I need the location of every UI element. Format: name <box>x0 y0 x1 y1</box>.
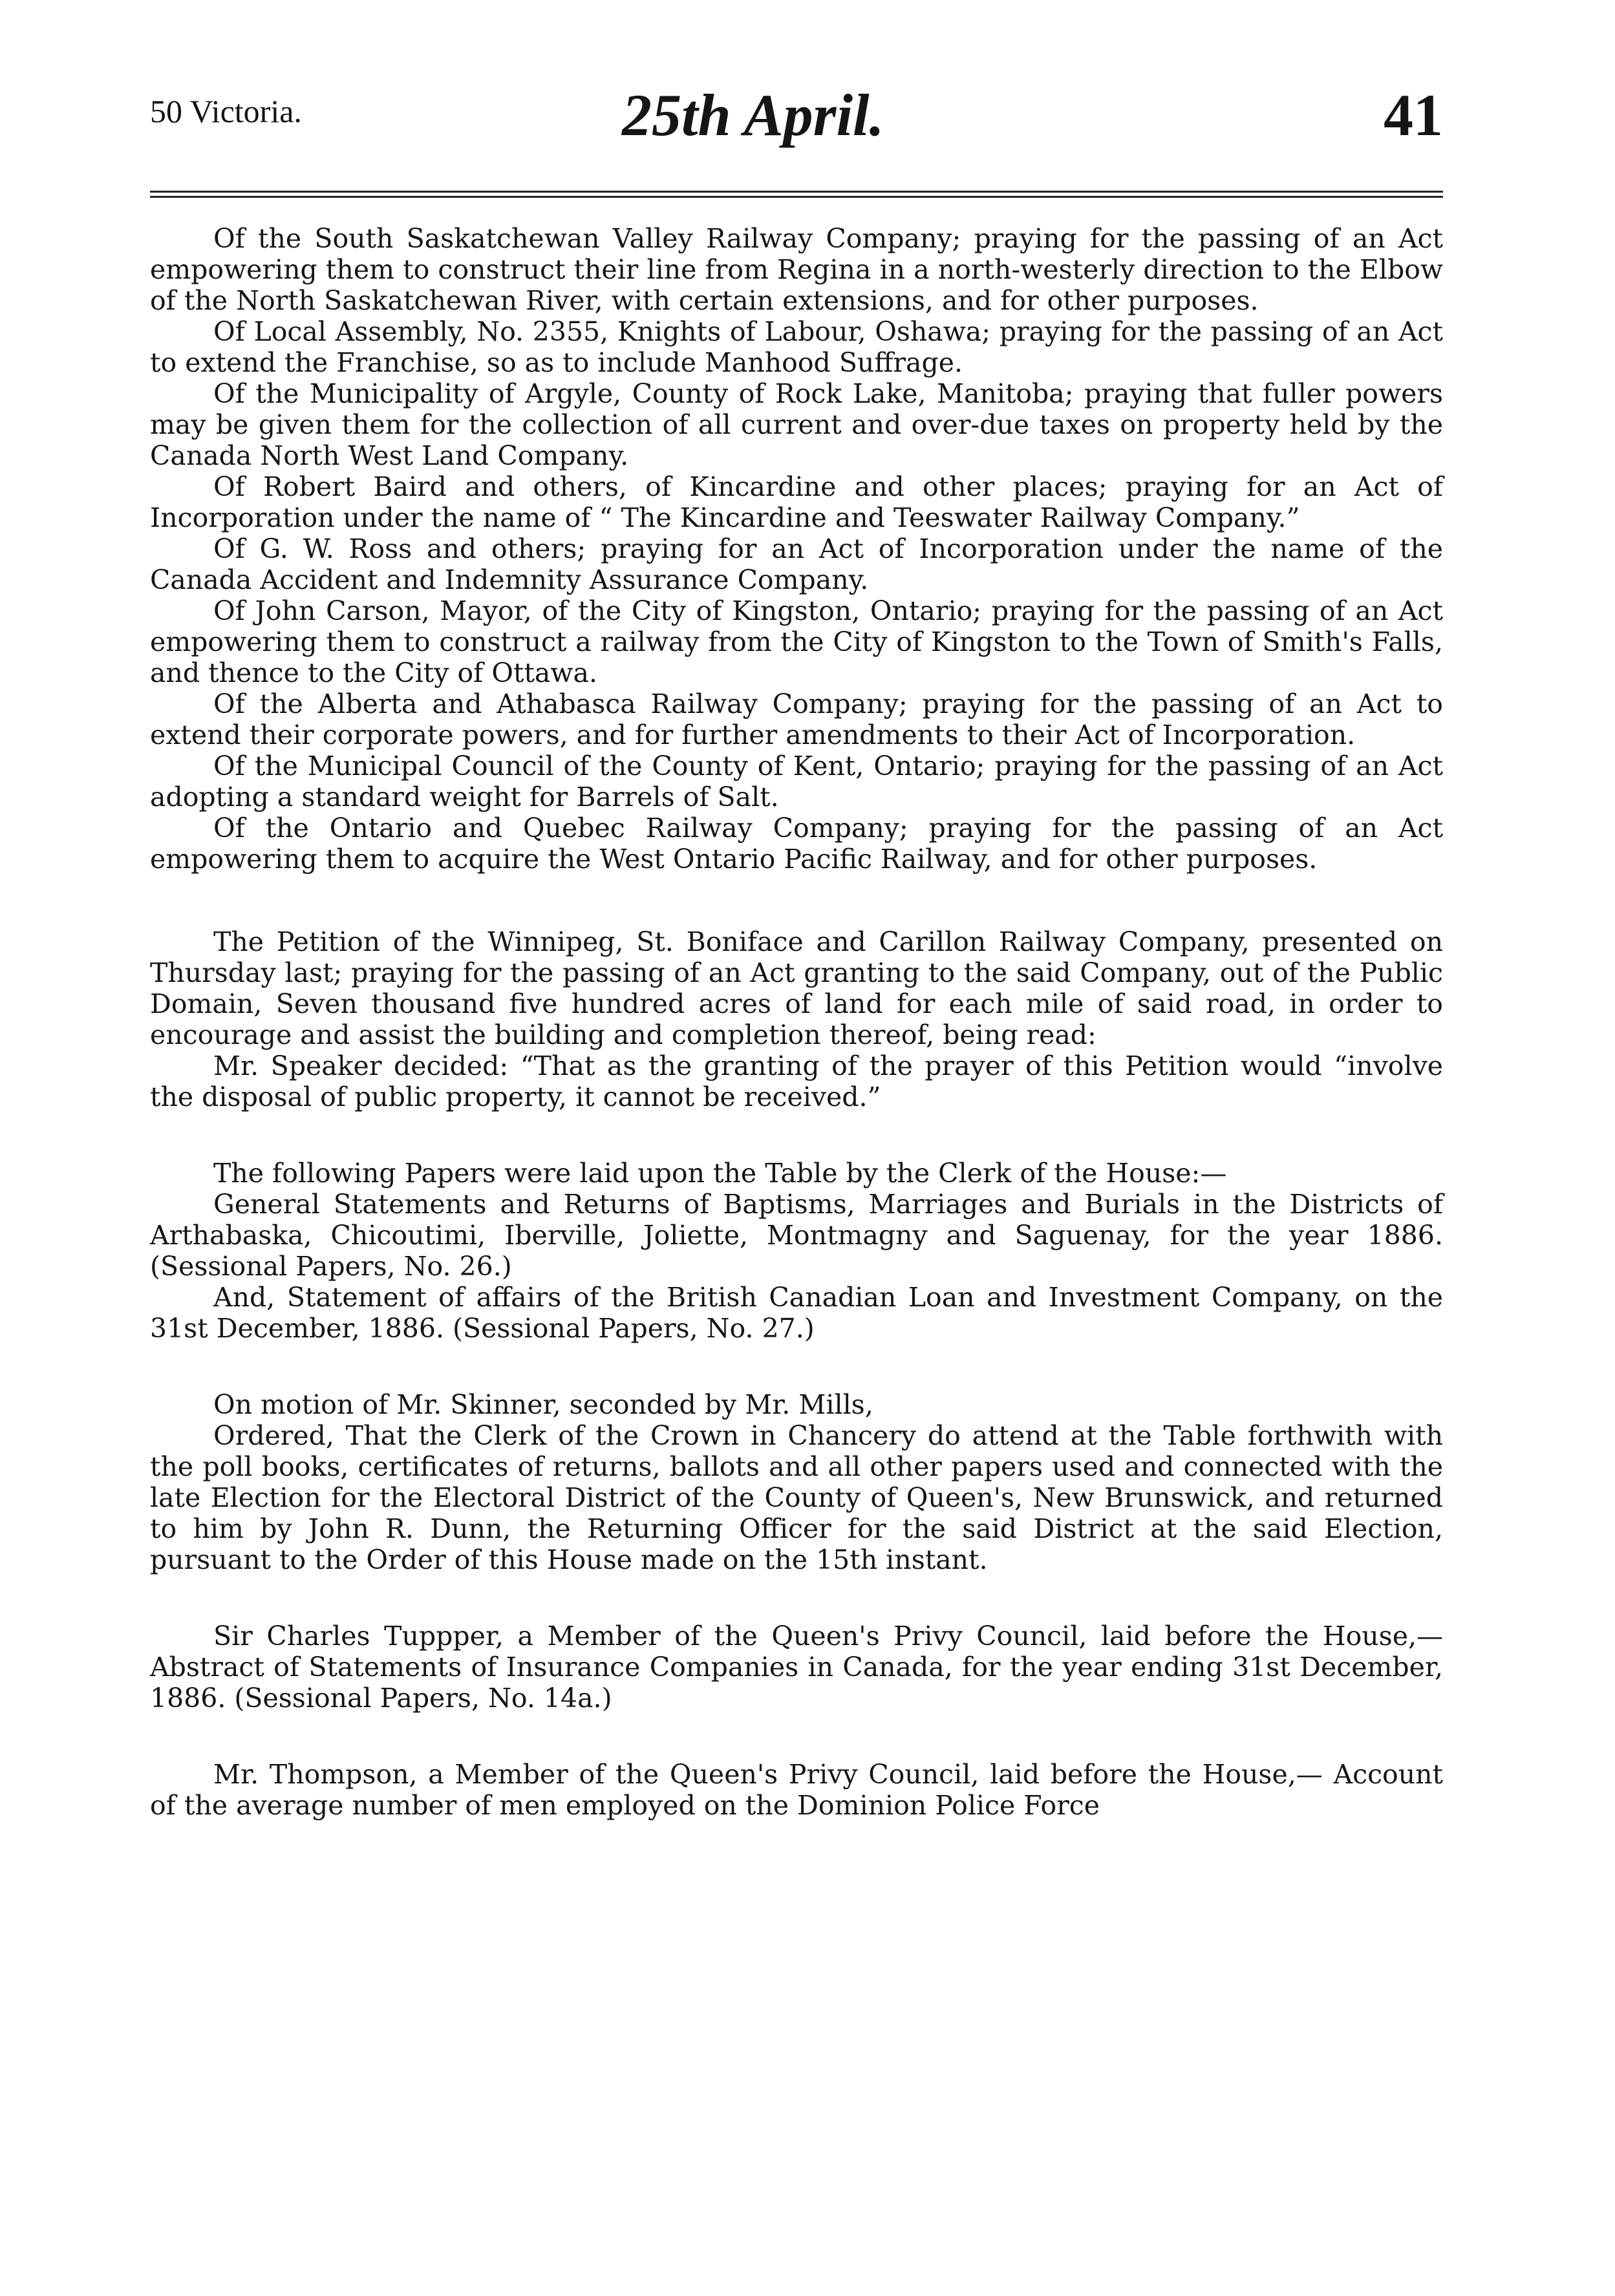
petition-paragraph: Of the South Saskatchewan Valley Railway Company; praying for the passing of an Act empowering them to construct their line from Regina in a north-westerly direction to the Elbow of the North Saskatchewan River, with certain extensions, and for other purposes. <box>150 223 1443 316</box>
papers-laid-paragraph: Sir Charles Tuppper, a Member of the Queen's Privy Council, laid before the House,—Abstract of Statements of Insurance Companies in Canada, for the year ending 31st December, 1886. (Sessional Papers, No. 14a.) <box>150 1621 1443 1714</box>
section-spacer <box>150 1112 1443 1158</box>
speaker-decision-paragraph: Mr. Speaker decided: “That as the granting of the prayer of this Petition would “involve the disposal of public property, it cannot be received.” <box>150 1050 1443 1112</box>
section-spacer <box>150 1714 1443 1759</box>
section-spacer <box>150 875 1443 926</box>
header-rule-top <box>150 191 1443 193</box>
regnal-year: 50 Victoria. <box>150 93 302 129</box>
section-spacer <box>150 1575 1443 1621</box>
journal-body <box>150 223 1443 1821</box>
papers-laid-paragraph: The following Papers were laid upon the Table by the Clerk of the House:— <box>213 1158 1227 1189</box>
petition-paragraph: Of Robert Baird and others, of Kincardine and other places; praying for an Act of Incorporation under the name of “ The Kincardine and Teeswater Railway Company.” <box>150 471 1443 533</box>
page-header <box>150 81 1443 152</box>
petition-paragraph: Of the Alberta and Athabasca Railway Company; praying for the passing of an Act to extend their corporate powers, and for further amendments to their Act of Incorporation. <box>150 688 1443 750</box>
petition-reading-paragraph: The Petition of the Winnipeg, St. Boniface and Carillon Railway Company, presented on Thursday last; praying for the passing of an Act granting to the said Company, out of the Public Domain, Seven thousand five hundred acres of land for each mile of said road, in order to encourage and assist the building and completion thereof, being read: <box>150 926 1443 1050</box>
petition-paragraph: Of the Municipal Council of the County of Kent, Ontario; praying for the passing of an Act adopting a standard weight for Barrels of Salt. <box>150 750 1443 813</box>
petition-paragraph: Of Local Assembly, No. 2355, Knights of Labour, Oshawa; praying for the passing of an Act to extend the Franchise, so as to include Manhood Suffrage. <box>150 316 1443 378</box>
papers-item-paragraph: General Statements and Returns of Baptisms, Marriages and Burials in the Districts of Arthabaska, Chicoutimi, Iberville, Joliette, Montmagny and Saguenay, for the year 1886. (Sessional Papers, No. 26.) <box>150 1189 1443 1282</box>
petition-paragraph: Of the Municipality of Argyle, County of Rock Lake, Manitoba; praying that fuller powers may be given them for the collection of all current and over-due taxes on property held by the Canada North West Land Company. <box>150 378 1443 471</box>
motion-paragraph: On motion of Mr. Skinner, seconded by Mr. Mills, <box>213 1389 873 1420</box>
header-rule-bottom <box>150 196 1443 198</box>
order-paragraph: Ordered, That the Clerk of the Crown in Chancery do attend at the Table forthwith with the poll books, certificates of returns, ballots and all other papers used and connected with the late Election for the Electoral District of the County of Queen's, New Brunswick, and returned to him by John R. Dunn, the Returning Officer for the said District at the said Election, pursuant to the Order of this House made on the 15th instant. <box>150 1420 1443 1575</box>
petition-paragraph: Of G. W. Ross and others; praying for an Act of Incorporation under the name of the Canada Accident and Indemnity Assurance Company. <box>150 533 1443 595</box>
petition-paragraph: Of John Carson, Mayor, of the City of Kingston, Ontario; praying for the passing of an Act empowering them to construct a railway from the City of Kingston to the Town of Smith's Falls, and thence to the City of Ottawa. <box>150 595 1443 688</box>
page-number: 41 <box>1384 82 1443 148</box>
petition-paragraph: Of the Ontario and Quebec Railway Company; praying for the passing of an Act empowering them to acquire the West Ontario Pacific Railway, and for other purposes. <box>150 813 1443 875</box>
papers-laid-paragraph: Mr. Thompson, a Member of the Queen's Privy Council, laid before the House,— Account of the average number of men employed on the Dominion Police Force <box>150 1759 1443 1821</box>
papers-item-paragraph: And, Statement of affairs of the British Canadian Loan and Investment Company, on the 31st December, 1886. (Sessional Papers, No. 27.) <box>150 1282 1443 1344</box>
section-spacer <box>150 1344 1443 1389</box>
date-heading: 25th April. <box>622 82 884 148</box>
